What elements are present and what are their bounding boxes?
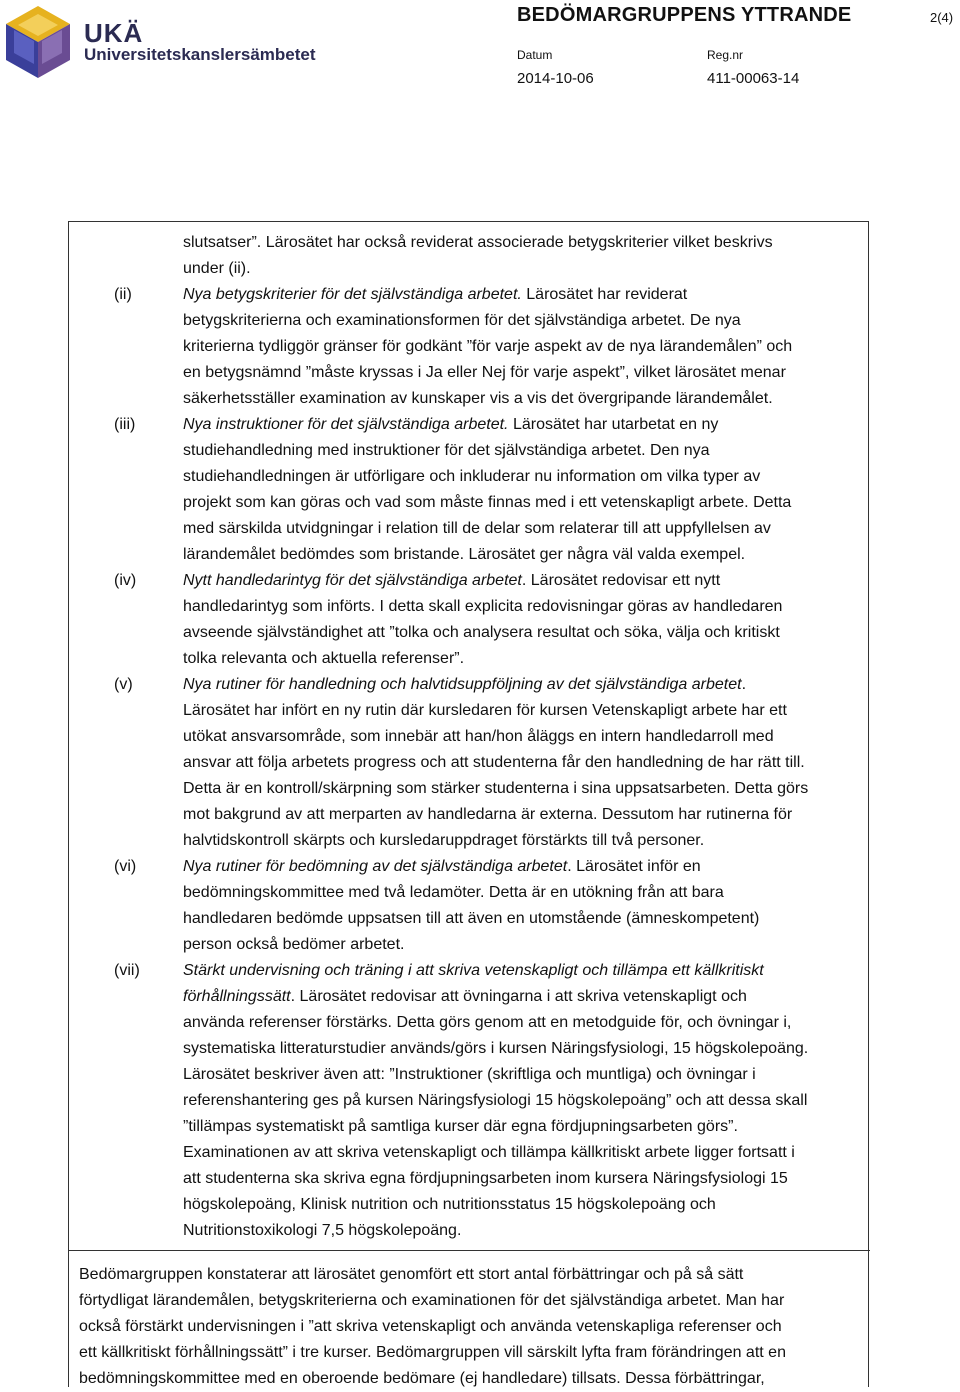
- text-run: Nutritionstoxikologi 7,5 högskolepoäng.: [183, 1222, 462, 1239]
- text-run: ”tillämpas systematiskt på samtliga kurser där egna fördjupningsarbeten görs”.: [183, 1118, 738, 1135]
- reg-value: 411-00063-14: [707, 70, 800, 87]
- text-run: Examinationen av att skriva vetenskapligt och tillämpa källkritiskt arbete ligger fortsatt i: [183, 1144, 795, 1161]
- text-line: [183, 516, 859, 542]
- text-line: [183, 282, 859, 308]
- italic-heading: Nytt handledarintyg för det självständiga arbetet: [183, 572, 522, 589]
- text-run: . Lärosätet redovisar ett nytt: [521, 572, 721, 589]
- text-run: med särskilda utvidgningar i relation till de delar som relaterar till att uppfyllelsen av: [183, 520, 771, 537]
- text-line: [183, 1166, 859, 1192]
- italic-heading: Nya rutiner för bedömning av det självständiga arbetet: [183, 858, 568, 875]
- text-line: [183, 1010, 859, 1036]
- list-item-text: [183, 958, 859, 1244]
- text-line: [183, 620, 859, 646]
- org-abbreviation: UKÄ: [84, 18, 144, 48]
- text-run: .: [741, 676, 747, 693]
- list-item-numeral: (iii): [114, 416, 136, 433]
- conclusion-line: Bedömargruppen konstaterar att lärosätet genomfört ett stort antal förbättringar och på så sätt: [79, 1266, 744, 1283]
- text-run: halvtidskontroll skärpts och kursledaruppdraget förstärkts till två personer.: [183, 832, 705, 849]
- text-line: [183, 932, 859, 958]
- italic-heading: Nya rutiner för handledning och halvtidsuppföljning av det självständiga arbetet: [183, 676, 742, 693]
- list-item-numeral: (vi): [114, 858, 137, 875]
- text-run: kriterierna tydliggör gränser för godkänt ”för varje aspekt av de nya lärandemålen” och: [183, 338, 793, 355]
- text-run: handledarintyg som införts. I detta skall explicita redovisningar göras av handledaren: [183, 598, 783, 615]
- text-line: [183, 412, 859, 438]
- text-run: under (ii).: [183, 260, 251, 277]
- text-run: lärandemålet bedömdes som bristande. Lärosätet ger några väl valda exempel.: [183, 546, 746, 563]
- text-line: [183, 1036, 859, 1062]
- text-run: studiehandledningen är utförligare och inkluderar nu information om vilka typer av: [183, 468, 761, 485]
- conclusion-line: bedömningskommittee med en oberoende bedömare (ej handledare) tillsats. Dessa förbättringar,: [79, 1370, 765, 1387]
- conclusion-line: också förstärkt undervisningen i ”att skriva vetenskapligt och använda vetenskapliga referenser och: [79, 1318, 782, 1335]
- list-item-text: [183, 282, 859, 412]
- text-run: slutsatser”. Lärosätet har också reviderat associerade betygskriterier vilket beskrivs: [183, 234, 773, 251]
- text-line: [183, 750, 859, 776]
- italic-heading: Nya instruktioner för det självständiga arbetet.: [183, 416, 509, 433]
- text-run: betygskriterierna och examinationsformen för det självständiga arbetet. De nya: [183, 312, 741, 329]
- text-line: [183, 1114, 859, 1140]
- text-line: [183, 802, 859, 828]
- text-line: [183, 490, 859, 516]
- italic-heading: Nya betygskriterier för det självständiga arbetet.: [183, 286, 522, 303]
- text-line: [183, 854, 859, 880]
- text-run: projekt som kan göras och vad som måste finnas med i ett vetenskapligt arbete. Detta: [183, 494, 792, 511]
- text-line: [183, 464, 859, 490]
- list-item-numeral: (ii): [114, 286, 132, 303]
- text-line: [183, 594, 859, 620]
- text-line: [183, 386, 859, 412]
- org-name: Universitetskanslersämbetet: [84, 45, 316, 64]
- text-run: studiehandledning med instruktioner för det självständiga arbetet. Den nya: [183, 442, 710, 459]
- text-run: Lärosätet har infört en ny rutin där kursledaren för kursen Vetenskapligt arbete har ett: [183, 702, 787, 719]
- text-run: Lärosätet beskriver även att: ”Instruktioner (skriftliga och muntliga) och övningar i: [183, 1066, 756, 1083]
- list-item-text: [183, 854, 859, 958]
- list-item-text: [183, 230, 859, 282]
- list-item-numeral: (v): [114, 676, 133, 693]
- text-run: avseende självständighet att ”tolka och analysera resultat och söka, välja och kritiskt: [183, 624, 780, 641]
- list-item-text: [183, 568, 859, 672]
- text-run: bedömningskommittee med två ledamöter. Detta är en utökning från att bara: [183, 884, 724, 901]
- italic-heading: förhållningssätt: [183, 988, 291, 1005]
- text-line: [183, 672, 859, 698]
- text-run: Lärosätet har reviderat: [521, 286, 688, 303]
- text-run: . Lärosätet redovisar att övningarna i att skriva vetenskapligt och: [290, 988, 747, 1005]
- italic-heading: Stärkt undervisning och träning i att skriva vetenskapligt och tillämpa ett källkritiskt: [183, 962, 764, 979]
- text-line: [183, 828, 859, 854]
- text-line: [183, 308, 859, 334]
- text-run: att studenterna ska skriva egna fördjupningsarbeten inom kursera Näringsfysiologi 15: [183, 1170, 788, 1187]
- text-line: [183, 1218, 859, 1244]
- text-line: [183, 568, 859, 594]
- text-line: [183, 542, 859, 568]
- text-run: person också bedömer arbetet.: [183, 936, 405, 953]
- conclusion-line: ett källkritiskt förhållningssätt” i tre kurser. Bedömargruppen vill särskilt lyfta fram förändringen att en: [79, 1344, 786, 1361]
- conclusion-line: förtydligat lärandemålen, betygskriterierna och examinationen för det självständiga arbetet. Man har: [79, 1292, 785, 1309]
- text-line: [183, 1062, 859, 1088]
- text-run: handledaren bedömde uppsatsen till att även en utomstående (ämneskompetent): [183, 910, 760, 927]
- text-run: tolka relevanta och aktuella referenser”.: [183, 650, 465, 667]
- text-run: högskolepoäng, Klinisk nutrition och nutritionsstatus 15 högskolepoäng och: [183, 1196, 716, 1213]
- text-run: ansvar att följa arbetets progress och att studenterna får den handledning de har rätt till.: [183, 754, 805, 771]
- text-line: [183, 646, 859, 672]
- box-divider: [68, 1250, 870, 1251]
- text-line: [183, 984, 859, 1010]
- text-line: [183, 958, 859, 984]
- text-line: [183, 698, 859, 724]
- document-title: BEDÖMARGRUPPENS YTTRANDE: [517, 4, 852, 26]
- list-item-text: [183, 412, 859, 568]
- text-run: . Lärosätet inför en: [567, 858, 701, 875]
- page-number: 2(4): [930, 10, 954, 25]
- uka-logo-icon: [4, 4, 72, 80]
- text-line: [183, 1140, 859, 1166]
- conclusion-paragraph: [79, 1262, 864, 1392]
- text-line: [183, 334, 859, 360]
- text-line: [183, 776, 859, 802]
- text-run: systematiska litteraturstudier används/görs i kursen Näringsfysiologi, 15 högskolepoäng.: [183, 1040, 809, 1057]
- text-line: [183, 1088, 859, 1114]
- text-line: [183, 880, 859, 906]
- list-item-numeral: (iv): [114, 572, 137, 589]
- text-line: [183, 438, 859, 464]
- reg-label: Reg.nr: [707, 48, 744, 62]
- text-run: Detta är en kontroll/skärpning som stärker studenterna i sina uppsatsarbeten. Detta görs: [183, 780, 809, 797]
- text-line: [183, 230, 859, 256]
- text-line: [183, 256, 859, 282]
- text-run: Lärosätet har utarbetat en ny: [508, 416, 719, 433]
- text-line: [183, 906, 859, 932]
- text-line: [183, 1192, 859, 1218]
- list-item-numeral: (vii): [114, 962, 140, 979]
- date-value: 2014-10-06: [517, 70, 594, 87]
- text-run: mot bakgrund av att merparten av handledarna är externa. Dessutom har rutinerna för: [183, 806, 793, 823]
- list-item-text: [183, 672, 859, 854]
- text-run: säkerhetsställer examination av kunskaper vis a vis det övergripande lärandemålet.: [183, 390, 773, 407]
- date-label: Datum: [517, 48, 553, 62]
- text-run: en betygsnämnd ”måste kryssas i Ja eller Nej för varje aspekt”, vilket lärosätet menar: [183, 364, 786, 381]
- text-run: använda referenser förstärks. Detta görs genom att en metodguide för, och övningar i,: [183, 1014, 792, 1031]
- content-box: [68, 221, 869, 1387]
- text-line: [183, 360, 859, 386]
- text-line: [183, 724, 859, 750]
- text-run: referenshantering ges på kursen Näringsfysiologi 15 högskolepoäng” och att dessa skall: [183, 1092, 808, 1109]
- text-run: utökat ansvarsområde, som innebär att han/hon åläggs en intern handledarroll med: [183, 728, 774, 745]
